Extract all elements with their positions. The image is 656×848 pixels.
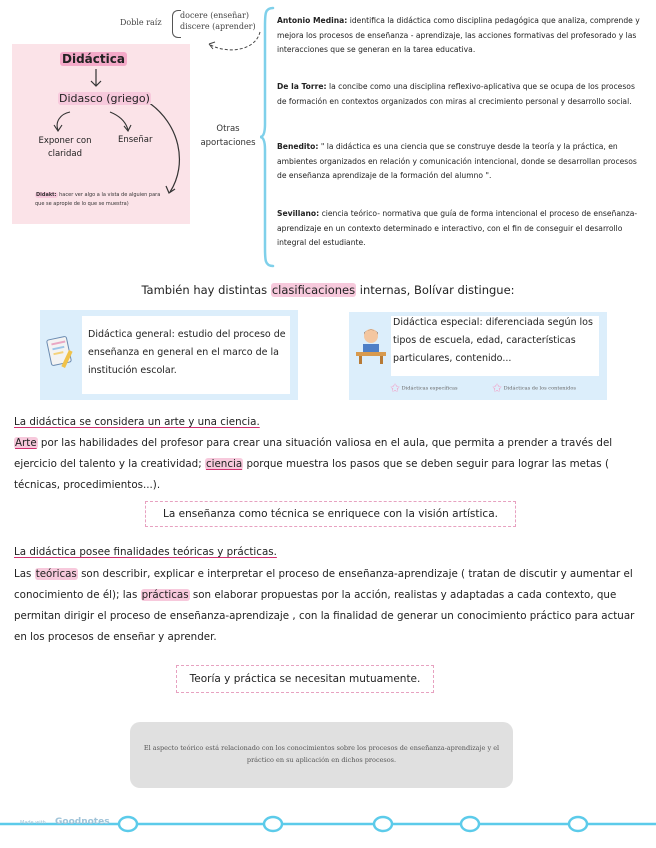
didactica-title: Didáctica [62,52,125,66]
author-medina: Antonio Medina: identifica la didáctica como disciplina pedagógica que analiza, comprende y mejora los procesos de enseñanza - aprendizaje, las acciones formativas del profesorado y las interacciones que se generan en la tarea educativa. [277,16,640,54]
footer-line [0,808,656,848]
grey-summary-note: El aspecto teórico está relacionado con los conocimientos sobre los procesos de enseñanza-aprendizaje y el práctico en su aplicación en dichos procesos. [130,722,513,788]
quote-teoria-practica: Teoría y práctica se necesitan mutuamente. [176,665,434,693]
branch-exponer: Exponer con claridad [38,136,92,159]
author-delatorre: De la Torre: la concibe como una disciplina reflexivo-aplicativa que se ocupa de los procesos de formación en contextos organizados con miras al crecimiento personal y desarrollo social. [277,82,635,106]
curly-brace-icon [259,6,275,268]
root-word-discere: discere (aprender) [180,22,256,31]
legend-contenidos: ✩ Didácticas de los contenidos [492,381,576,395]
down-arrow-icon [88,68,104,90]
arte-ciencia-paragraph: Arte por las habilidades del profesor para crear una situación valiosa en el aula, que permita a prender a través del ejercicio del talento y la creatividad; ciencia porque muestra los pasos que se deben seguir para lograr las metas ( técnicas, procedimientos...). [14,437,613,491]
didactica-especial-text: Didáctica especial: diferenciada según los tipos de escuela, edad, características particulares, contenido... [393,317,593,364]
didactica-general-text: Didáctica general: estudio del proceso de enseñanza en general en el marco de la institución escolar. [88,329,286,376]
branch-ensenar: Enseñar [118,135,153,145]
notebook-pencil-icon [43,330,79,372]
star-icon: ✩ [390,381,401,395]
root-word-docere: docere (enseñar) [180,11,249,20]
arte-ciencia-heading: La didáctica se considera un arte y una ciencia. [14,416,260,428]
finalidades-heading: La didáctica posee finalidades teóricas y prácticas. [14,546,277,558]
didasco-origin: Didasco (griego) [59,92,150,105]
student-at-desk-icon [354,326,388,366]
star-icon: ✩ [492,381,503,395]
clasificaciones-heading: También hay distintas clasificaciones internas, Bolívar distingue: [141,283,515,297]
didakt-note: Didakt: hacer ver algo a la vista de alguien para que se apropie de lo que se muestra) [35,192,161,207]
author-sevillano: Sevillano: ciencia teórico- normativa que guía de forma intencional el proceso de enseñanza-aprendizaje en un contexto determinado e interactivo, con el fin de conseguir el desarrollo integral del estudiante. [277,209,638,247]
author-benedito: Benedito: " la didáctica es una ciencia que se construye desde la teoría y la práctica, en ambientes organizados en relación y comunicación intencional, donde se desarrollan procesos de enseñanza aprendizaje de la formación del alumno ". [277,142,637,180]
made-with-label: Made with [20,820,46,826]
legend-especificas: ✩ Didácticas específicas [390,381,458,395]
quote-tecnica-artistica: La enseñanza como técnica se enriquece con la visión artística. [145,501,516,527]
otras-aportaciones-label: Otras aportaciones [200,124,256,148]
goodnotes-logo: Goodnotes [55,817,110,827]
root-arrow-icon [205,28,265,58]
double-root-label: Doble raíz [120,18,162,27]
finalidades-paragraph: Las teóricas son describir, explicar e interpretar el proceso de enseñanza-aprendizaje ( tratan de discutir y aumentar el conocimiento de él); las prácticas son elaborar propuestas por la acción, realistas y adaptadas a cada contexto, que permitan dirigir el proceso de enseñanza-aprendizaje , con la finalidad de generar un conocimiento práctico para actuar en los procesos de enseñar y aprender. [14,568,635,643]
